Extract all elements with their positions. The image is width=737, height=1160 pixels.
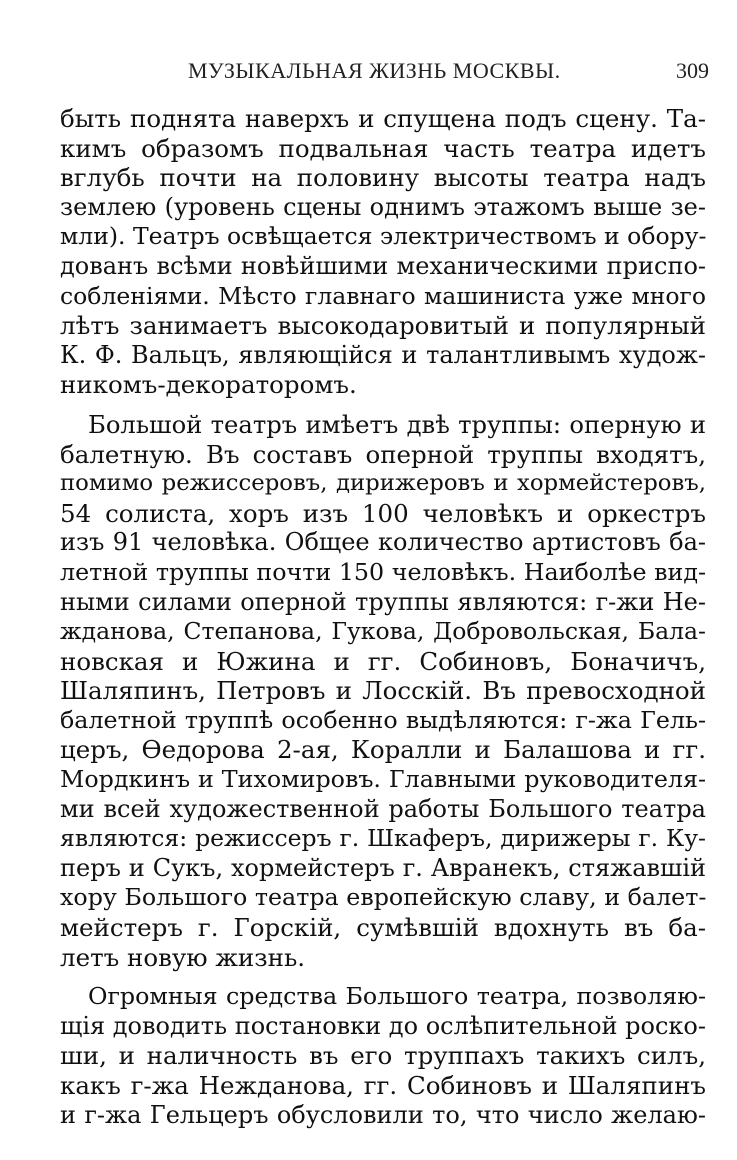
text-line: Огромныя средства Большого театра, позволяю- bbox=[88, 982, 706, 1011]
paragraph bbox=[60, 982, 706, 1130]
text-line: щія доводить постановки до ослѣпительной роско- bbox=[60, 1011, 706, 1040]
text-line: помимо режиссеровъ, дирижеровъ и хормейстеровъ, bbox=[60, 470, 706, 497]
text-line: собленіями. Мѣсто главнаго машиниста уже много bbox=[60, 281, 706, 310]
paragraph bbox=[60, 104, 706, 400]
text-line: балетной труппѣ особенно выдѣляются: г-жа Гель- bbox=[60, 705, 706, 734]
text-line: ными силами оперной труппы являются: г-жи Не- bbox=[60, 587, 706, 616]
text-line: никомъ-декораторомъ. bbox=[60, 370, 357, 400]
body-text bbox=[60, 104, 706, 1130]
text-line: Большой театръ имѣетъ двѣ труппы: оперную и bbox=[88, 409, 706, 439]
text-line: 54 солиста, хоръ изъ 100 человѣкъ и оркестръ bbox=[60, 498, 706, 528]
text-line: быть поднята наверхъ и спущена подъ сцену. Та- bbox=[60, 104, 706, 133]
text-line: землею (уровень сцены однимъ этажомъ выше зе- bbox=[60, 192, 706, 221]
text-line: церъ, Өедорова 2-ая, Коралли и Балашова и гг. bbox=[60, 735, 706, 765]
text-line: жданова, Степанова, Гукова, Добровольская, Бала- bbox=[60, 617, 706, 646]
text-line: летной труппы почти 150 человѣкъ. Наиболѣе вид- bbox=[60, 557, 706, 586]
text-line: какъ г-жа Нежданова, гг. Собиновъ и Шаляпинъ bbox=[60, 1071, 706, 1100]
text-line: перъ и Сукъ, хормейстеръ г. Авранекъ, стяжавшій bbox=[60, 853, 706, 882]
text-line: мейстеръ г. Горскій, сумѣвшій вдохнуть въ ба- bbox=[60, 913, 706, 943]
paragraph bbox=[60, 410, 706, 972]
text-line: вглубь почти на половину высоты театра надъ bbox=[60, 163, 706, 193]
text-line: летъ новую жизнь. bbox=[60, 942, 306, 972]
text-line: кимъ образомъ подвальная часть театра идетъ bbox=[60, 133, 706, 163]
text-line: новская и Южина и гг. Собиновъ, Боначичъ, bbox=[60, 646, 706, 676]
text-line: Шаляпинъ, Петровъ и Лосскій. Въ превосходной bbox=[60, 676, 706, 706]
text-line: ми всей художественной работы Большого театра bbox=[60, 794, 706, 823]
text-line: балетную. Въ составъ оперной труппы входятъ, bbox=[60, 439, 706, 469]
text-line: мли). Театръ освѣщается электричествомъ и обору- bbox=[60, 222, 706, 251]
text-line: ши, и наличность въ его труппахъ такихъ силъ, bbox=[60, 1041, 706, 1071]
text-line: изъ 91 человѣка. Общее количество артистовъ ба- bbox=[60, 528, 706, 557]
text-line: Мордкинъ и Тихомировъ. Главными руководителя- bbox=[60, 765, 706, 794]
text-line: хору Большого театра европейскую славу, и балет- bbox=[60, 883, 706, 912]
text-line: К. Ф. Вальцъ, являющійся и талантливымъ худож- bbox=[60, 340, 706, 369]
page-number: 309 bbox=[676, 58, 709, 83]
running-title: МУЗЫКАЛЬНАЯ ЖИЗНЬ МОСКВЫ. bbox=[188, 58, 561, 83]
text-line: лѣтъ занимаетъ высокодаровитый и популярный bbox=[60, 311, 706, 341]
text-line: являются: режиссеръ г. Шкаферъ, дирижеры г. Ку- bbox=[60, 824, 706, 853]
running-header bbox=[0, 58, 737, 88]
text-line: и г-жа Гельцеръ обусловили то, что число желаю- bbox=[60, 1100, 706, 1129]
text-line: дованъ всѣми новѣйшими механическими приспо- bbox=[60, 251, 706, 280]
